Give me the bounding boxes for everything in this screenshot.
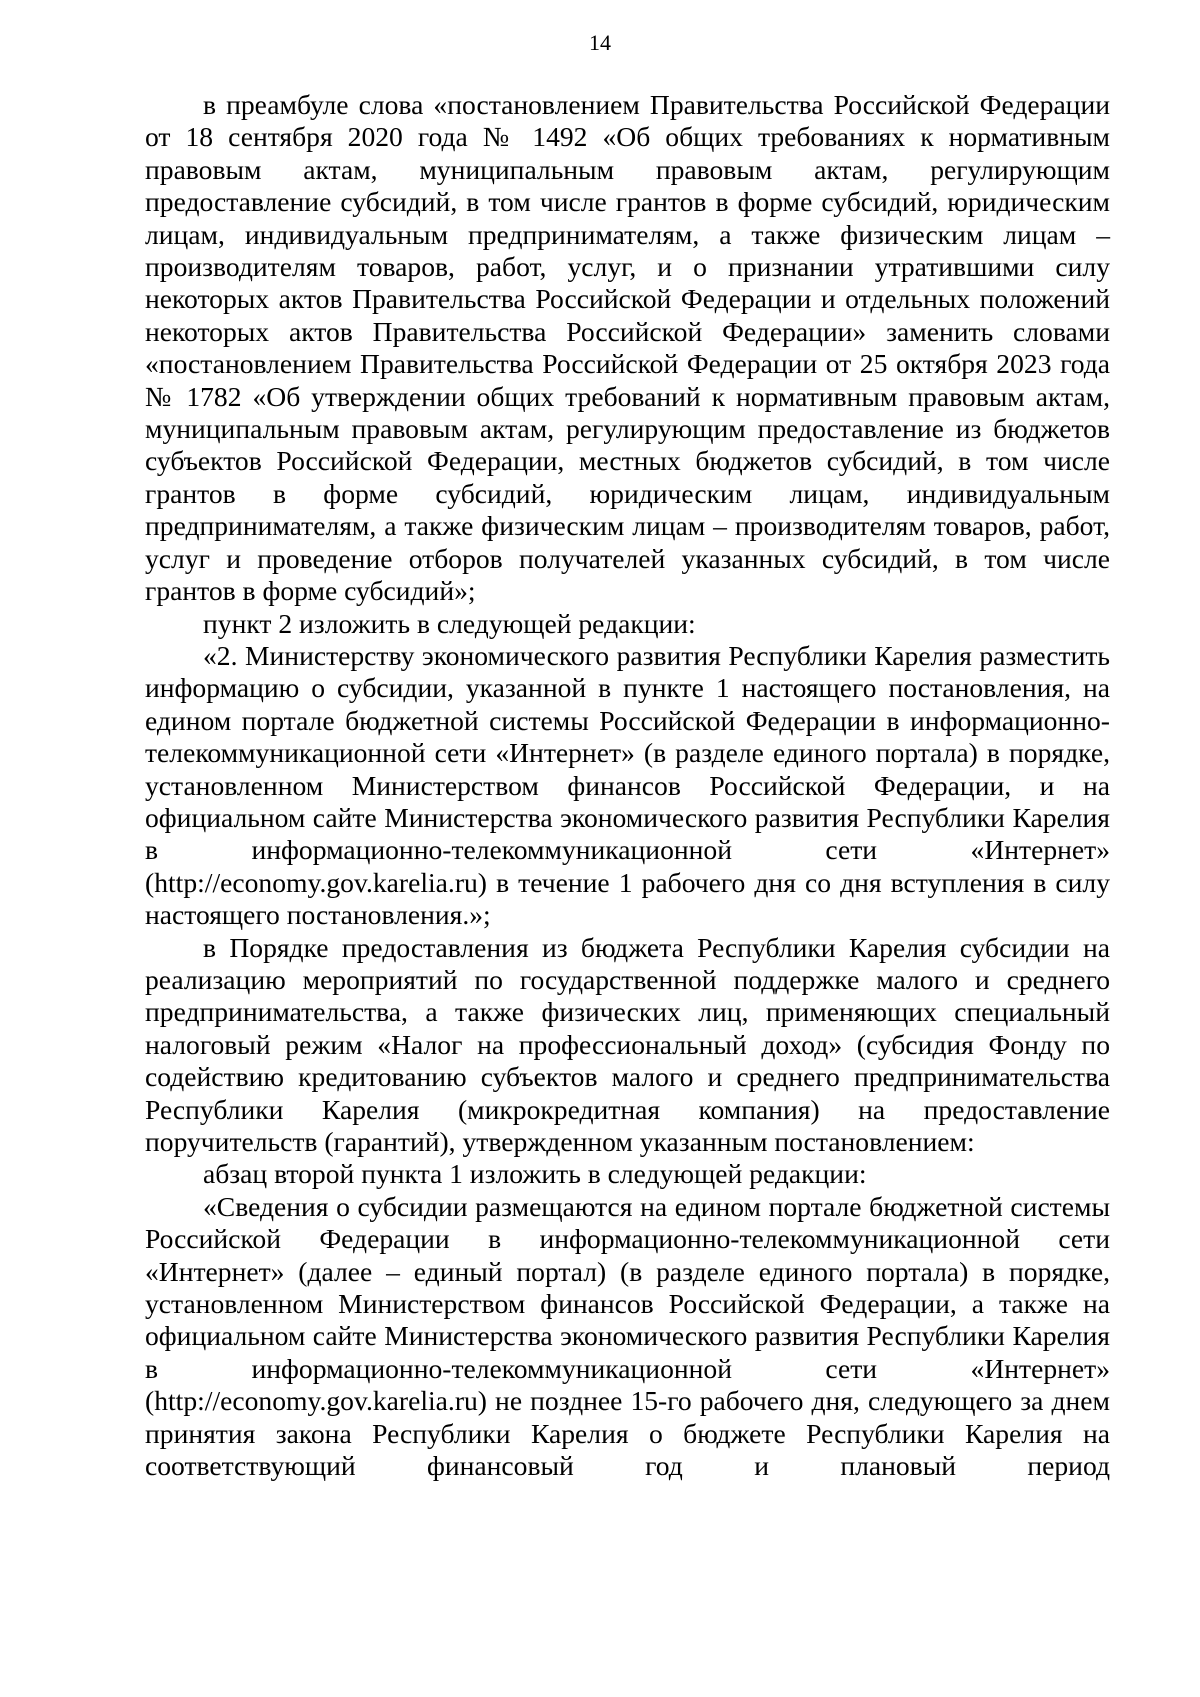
paragraph-point-1-text: «Сведения о субсидии размещаются на едином портале бюджетной системы Российской Федерации в информационно-телекоммуникационной сети «Интернет» (далее – единый портал) (в разделе единого портала) в порядке, установленном Министерством финансов Российской Федерации, а также на официальном сайте Министерства экономического развития Республики Карелия в информационно-телекоммуникационной сети «Интернет» (http://economy.gov.karelia.ru) не позднее 15-го рабочего дня, следующего за днем принятия закона Республики Карелия о бюджете Республики Карелия на соответствующий финансовый год и плановый период — [145, 1190, 1110, 1482]
paragraph-point-1-intro: абзац второй пункта 1 изложить в следующей редакции: — [203, 1158, 867, 1190]
page-number: 14 — [589, 30, 611, 55]
paragraph-point-2-text: «2. Министерству экономического развития Республики Карелия разместить информацию о субсидии, указанной в пункте 1 настоящего постановления, на едином портале бюджетной системы Российской Федерации в информационно-телекоммуникационной сети «Интернет» (в разделе единого портала) в порядке, установленном Министерством финансов Российской Федерации, и на официальном сайте Министерства экономического развития Республики Карелия в информационно-телекоммуникационной сети «Интернет» (http://economy.gov.karelia.ru) в течение 1 рабочего дня со дня вступления в силу настоящего постановления.»; — [145, 639, 1110, 931]
paragraph-preamble-amendment: в преамбуле слова «постановлением Правительства Российской Федерации от 18 сентября 2020 года № 1492 «Об общих требованиях к нормативным правовым актам, муниципальным правовым актам, регулирующим предоставление субсидий, в том числе грантов в форме субсидий, юридическим лицам, индивидуальным предпринимателям, а также физическим лицам – производителям товаров, работ, услуг, и о признании утратившими силу некоторых актов Правительства Российской Федерации и отдельных положений некоторых актов Правительства Российской Федерации» заменить словами «постановлением Правительства Российской Федерации от 25 октября 2023 года № 1782 «Об утверждении общих требований к нормативным правовым актам, муниципальным правовым актам, регулирующим предоставление из бюджетов субъектов Российской Федерации, местных бюджетов субсидий, в том числе грантов в форме субсидий, юридическим лицам, индивидуальным предпринимателям, а также физическим лицам – производителям товаров, работ, услуг и проведение отборов получателей указанных субсидий, в том числе грантов в форме субсидий»; — [145, 89, 1110, 607]
document-body — [145, 89, 1110, 1482]
paragraph-procedure-amendment: в Порядке предоставления из бюджета Республики Карелия субсидии на реализацию мероприятий по государственной поддержке малого и среднего предпринимательства, а также физических лиц, применяющих специальный налоговый режим «Налог на профессиональный доход» (субсидия Фонду по содействию кредитованию субъектов малого и среднего предпринимательства Республики Карелия (микрокредитная компания) на предоставление поручительств (гарантий), утвержденном указанным постановлением: — [145, 931, 1110, 1157]
paragraph-point-2-intro: пункт 2 изложить в следующей редакции: — [203, 607, 696, 639]
